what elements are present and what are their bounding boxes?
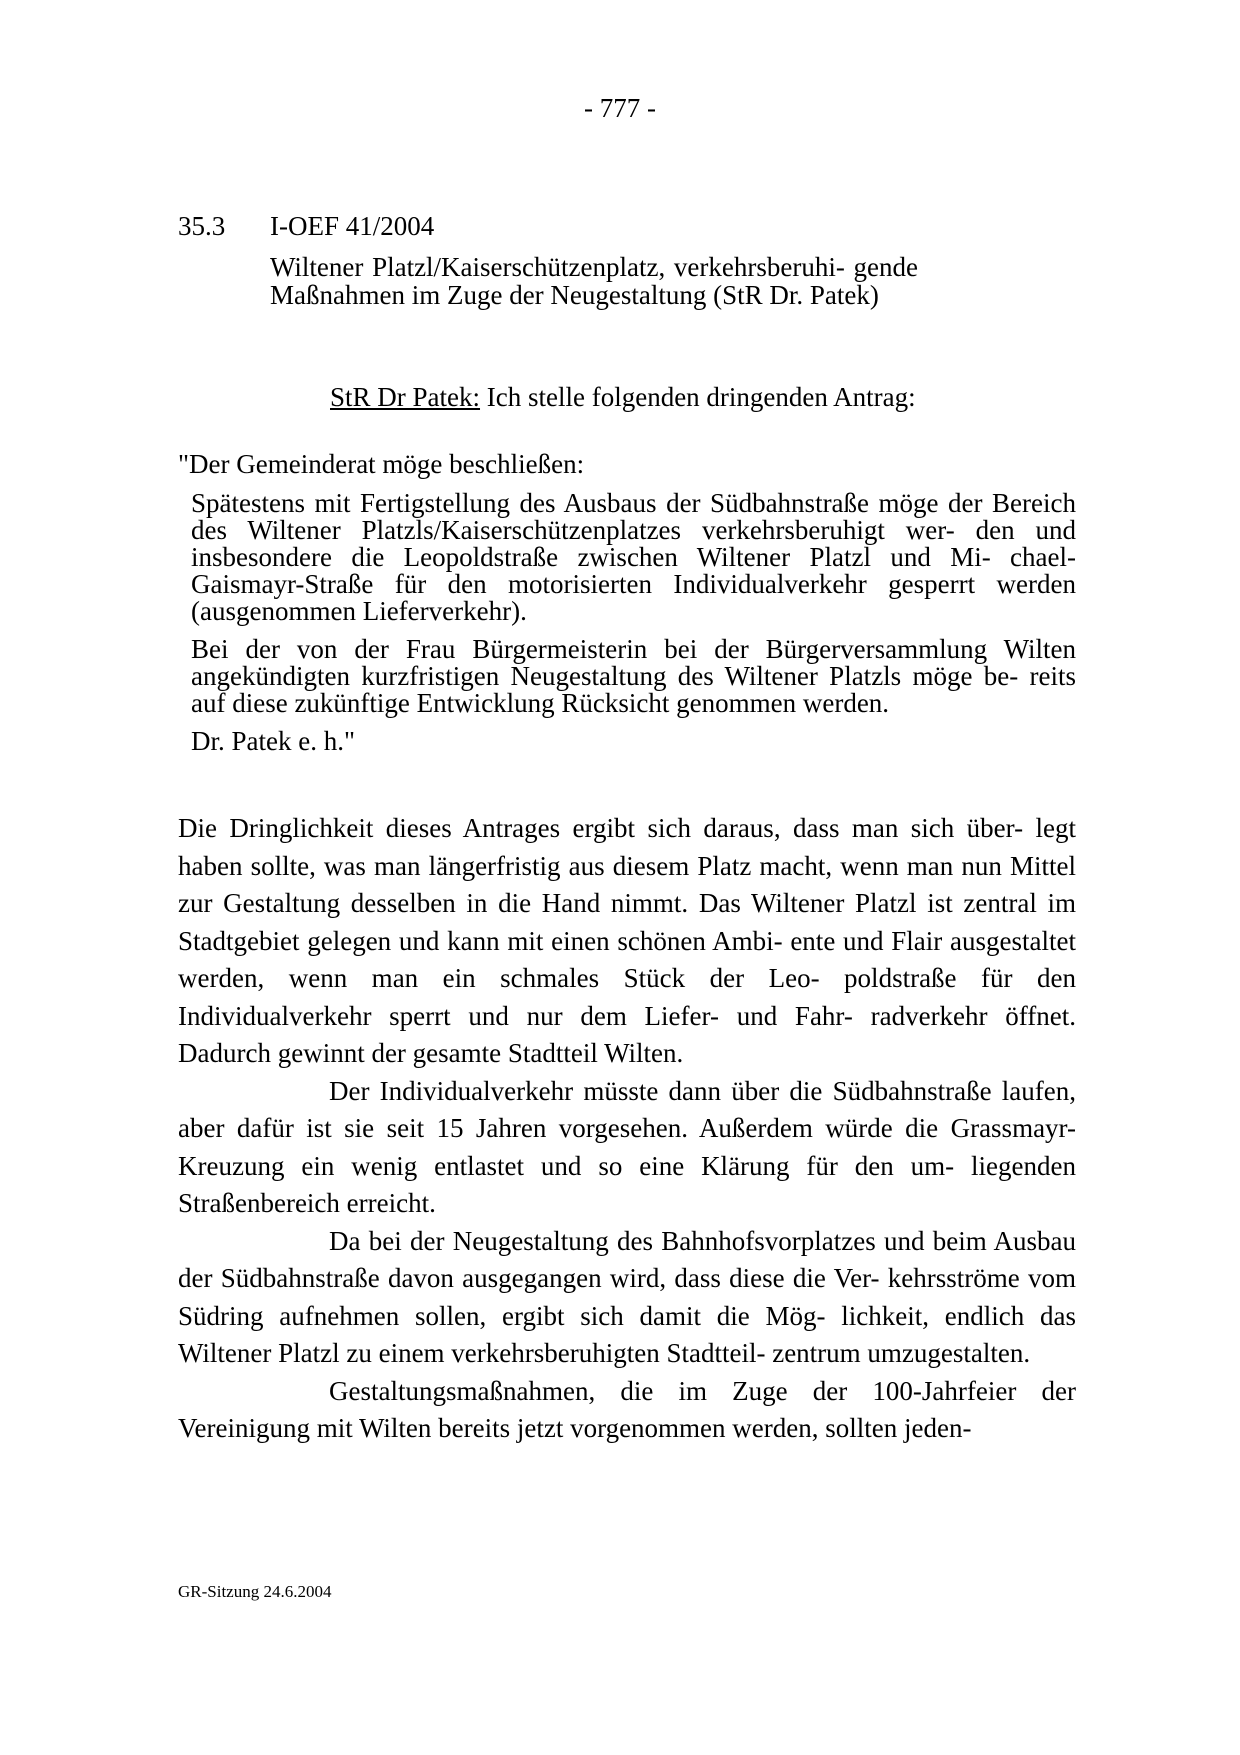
body-paragraph: Die Dringlichkeit dieses Antrages ergibt sich daraus, dass man sich über- legt haben sollte, was man längerfristig aus diesem Platz macht, wenn man nun Mittel zur Gestaltung desselben in die Hand nimmt. Das Wiltener Platzl ist zentral im Stadtgebiet gelegen und kann mit einen schönen Ambi- ente und Flair ausgestaltet werden, wenn man ein schmales Stück der Leo- poldstraße für den Individualverkehr sperrt und nur dem Liefer- und Fahr- radverkehr öffnet. Dadurch gewinnt der gesamte Stadtteil Wilten. (178, 813, 1076, 1068)
body-paragraph: Da bei der Neugestaltung des Bahnhofsvorplatzes und beim Ausbau der Südbahnstraße davon ausgegangen wird, dass diese die Ver- kehrsströme vom Südring aufnehmen sollen, ergibt sich damit die Mög- lichkeit, endlich das Wiltener Platzl zu einem verkehrsberuhigten Stadtteil- zentrum umzugestalten. (178, 1225, 1076, 1368)
agenda-item-title: Wiltener Platzl/Kaiserschützenplatz, verkehrsberuhi- gende Maßnahmen im Zuge der Neugestaltung (StR Dr. Patek) (270, 252, 918, 310)
agenda-item-number: 35.3 (178, 211, 226, 241)
speaker-name: StR Dr Patek: (330, 382, 481, 412)
speaker-line (330, 381, 916, 413)
body-paragraph: Gestaltungsmaßnahmen, die im Zuge der 100-Jahrfeier der Vereinigung mit Wilten bereits jetzt vorgenommen werden, sollten jeden- (178, 1375, 1076, 1443)
speaker-statement: Ich stelle folgenden dringenden Antrag: (480, 382, 916, 412)
agenda-item-code: I-OEF 41/2004 (270, 211, 435, 241)
motion-opening: "Der Gemeinderat möge beschließen: (178, 449, 585, 479)
motion-paragraph: Spätestens mit Fertigstellung des Ausbaus der Südbahnstraße möge der Bereich des Wiltener Platzls/Kaiserschützenplatzes verkehrsberuhigt wer- den und insbesondere die Leopoldstraße zwischen Wiltener Platzl und Mi- chael-Gaismayr-Straße für den motorisierten Individualverkehr gesperrt werden (ausgenommen Lieferverkehr). (191, 488, 1076, 626)
justification-text (178, 810, 1076, 1448)
motion-signature: Dr. Patek e. h." (191, 726, 355, 756)
page-footer: GR-Sitzung 24.6.2004 (178, 1582, 332, 1601)
body-paragraph: Der Individualverkehr müsste dann über die Südbahnstraße laufen, aber dafür ist sie seit 15 Jahren vorgesehen. Außerdem würde die Grassmayr-Kreuzung ein wenig entlastet und so eine Klärung für den um- liegenden Straßenbereich erreicht. (178, 1075, 1076, 1218)
page-number: - 777 - (584, 93, 656, 123)
motion-text (191, 490, 1076, 766)
motion-paragraph: Bei der von der Frau Bürgermeisterin bei der Bürgerversammlung Wilten angekündigten kurzfristigen Neugestaltung des Wiltener Platzls möge be- reits auf diese zukünftige Entwicklung Rücksicht genommen werden. (191, 634, 1076, 718)
